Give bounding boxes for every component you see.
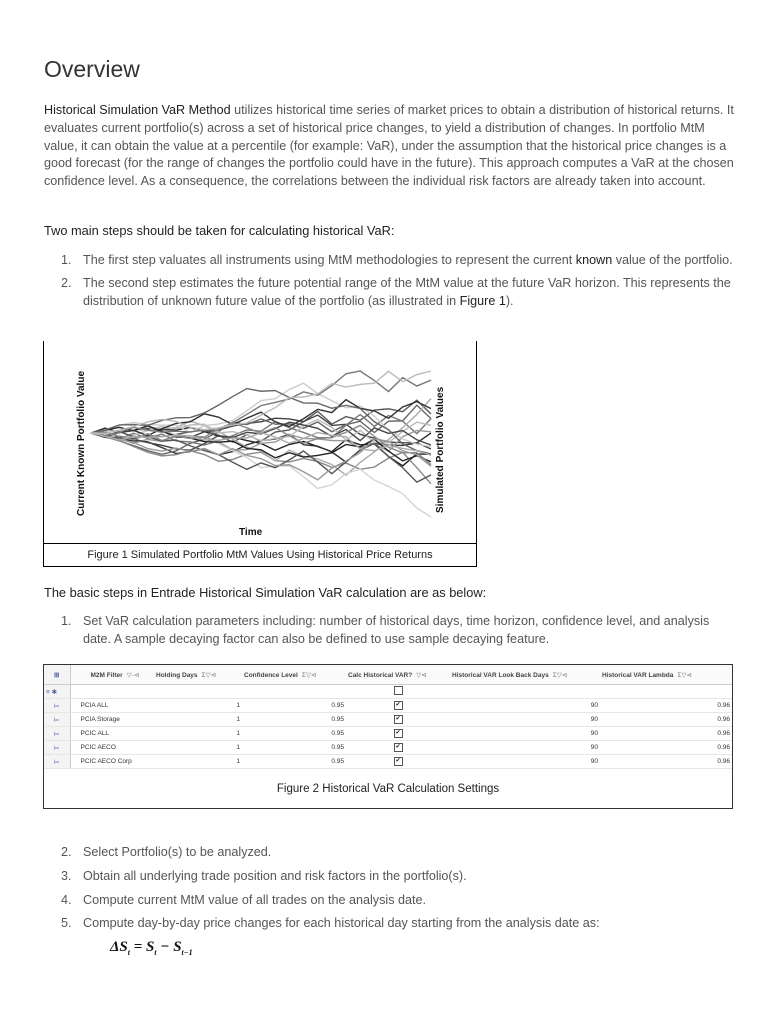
list-item (44, 915, 734, 933)
table-row[interactable] (44, 713, 732, 727)
cell-lambda[interactable]: 0.96 (600, 741, 732, 755)
column-header-lambda[interactable]: Historical VAR Lambda Σ▽⊲ (600, 665, 732, 685)
step-text: The first step valuates all instruments using MtM methodologies to represent the current (83, 253, 576, 267)
x-label: Time (239, 527, 263, 538)
list-number: 2. (61, 275, 72, 290)
step-text-end: ). (505, 293, 514, 308)
step-text: The second step estimates the future potential range of the MtM value at the future VaR horizon. This represents the distribution of unknown future value of the portfolio (as illustrated in (83, 275, 731, 308)
table-row[interactable] (44, 727, 732, 741)
figure-1-caption: Figure 1 Simulated Portfolio MtM Values Using Historical Price Returns (87, 549, 433, 561)
list-item (44, 613, 734, 649)
remaining-steps-list (44, 844, 734, 939)
cell-lambda[interactable]: 0.96 (600, 755, 732, 769)
column-header-confidence-level[interactable]: Confidence Level Σ▽⊲ (242, 665, 346, 685)
figure-2-caption: Figure 2 Historical VaR Calculation Settings (276, 783, 500, 795)
filter-cell[interactable] (346, 685, 450, 699)
cell-filter[interactable]: PCIA Storage (70, 713, 154, 727)
filter-cell[interactable] (70, 685, 154, 699)
cell-lambda[interactable]: 0.96 (600, 727, 732, 741)
cell-filter[interactable]: PCIC ALL (70, 727, 154, 741)
calc-var-checkbox[interactable]: ✔ (395, 702, 401, 708)
cell-confidence[interactable]: 0.95 (242, 727, 346, 741)
cell-filter[interactable]: PCIA ALL (70, 699, 154, 713)
cell-holding-days[interactable]: 1 (154, 727, 242, 741)
step-text-end: value of the portfolio. (612, 253, 733, 267)
row-selector-icon[interactable]: ⊨ (44, 713, 70, 727)
cell-filter[interactable]: PCIC AECO Corp (70, 755, 154, 769)
calc-var-checkbox[interactable]: ✔ (395, 744, 401, 750)
row-selector-icon[interactable]: ⊨ (44, 755, 70, 769)
y-right-label: Simulated Portfolio Values (435, 386, 446, 513)
steps-heading: Two main steps should be taken for calculating historical VaR: (44, 223, 395, 238)
cell-lambda[interactable]: 0.96 (600, 699, 732, 713)
calc-var-checkbox[interactable]: ✔ (395, 758, 401, 764)
list-number: 1. (61, 253, 72, 267)
cell-holding-days[interactable]: 1 (154, 755, 242, 769)
step-text: Compute day-by-day price changes for each historical day starting from the analysis date as: (83, 916, 600, 931)
table-row[interactable] (44, 755, 732, 769)
simulated-path (91, 371, 431, 436)
cell-holding-days[interactable]: 1 (154, 699, 242, 713)
page-title: Overview (44, 56, 140, 82)
main-steps-list (44, 252, 734, 315)
cell-lookback[interactable]: 90 (450, 699, 600, 713)
filter-cell[interactable] (242, 685, 346, 699)
step-emphasis: known (575, 253, 613, 267)
basic-steps-heading: The basic steps in Entrade Historical Simulation VaR calculation are as below: (44, 585, 487, 600)
calc-var-checkbox[interactable]: ✔ (395, 730, 401, 736)
var-settings-grid (44, 665, 732, 769)
filter-checkbox[interactable] (394, 686, 403, 695)
step-text: Obtain all underlying trade position and risk factors in the portfolio(s). (83, 868, 467, 883)
cell-confidence[interactable]: 0.95 (242, 755, 346, 769)
column-header-lookback-days[interactable]: Historical VAR Look Back Days Σ▽⊲ (450, 665, 600, 685)
calc-var-checkbox[interactable]: ✔ (395, 716, 401, 722)
cell-calc-var[interactable] (346, 741, 450, 755)
row-selector-icon[interactable]: ⊨ (44, 741, 70, 755)
filter-cell[interactable] (450, 685, 600, 699)
list-item (44, 844, 734, 862)
list-item (44, 275, 734, 311)
cell-lookback[interactable]: 90 (450, 741, 600, 755)
step-text: Compute current MtM value of all trades on the analysis date. (83, 892, 427, 907)
grid-header-row (44, 665, 732, 685)
y-left-label: Current Known Portfolio Value (76, 370, 87, 516)
row-selector-icon[interactable]: ⊨ (44, 699, 70, 713)
cell-lambda[interactable]: 0.96 (600, 713, 732, 727)
grid-options-icon[interactable]: ⊞ (44, 665, 70, 685)
list-number: 5. (61, 916, 72, 931)
figure-1 (43, 341, 477, 567)
cell-confidence[interactable]: 0.95 (242, 713, 346, 727)
figure-caption-box (43, 543, 477, 567)
filter-row-icon[interactable]: ≡ ✱ (44, 685, 70, 699)
step-text: Select Portfolio(s) to be analyzed. (83, 845, 272, 859)
row-selector-icon[interactable]: ⊨ (44, 727, 70, 741)
table-row[interactable] (44, 741, 732, 755)
step-text: Set VaR calculation parameters including: number of historical days, time horizon, confidence level, and analysis date. A sample decaying factor can also be defined to use sample decaying feature. (83, 614, 710, 646)
figure-1-link[interactable]: Figure 1 (459, 293, 506, 308)
cell-lookback[interactable]: 90 (450, 755, 600, 769)
intro-paragraph (44, 102, 734, 191)
cell-calc-var[interactable] (346, 727, 450, 741)
grid-filter-row (44, 685, 732, 699)
cell-calc-var[interactable] (346, 755, 450, 769)
table-row[interactable] (44, 699, 732, 713)
cell-holding-days[interactable]: 1 (154, 713, 242, 727)
list-number: 4. (61, 892, 72, 907)
cell-calc-var[interactable] (346, 713, 450, 727)
cell-lookback[interactable]: 90 (450, 713, 600, 727)
cell-filter[interactable]: PCIC AECO (70, 741, 154, 755)
filter-cell[interactable] (154, 685, 242, 699)
column-header-holding-days[interactable]: Holding Days Σ▽⊲ (154, 665, 242, 685)
cell-holding-days[interactable]: 1 (154, 741, 242, 755)
list-number: 2. (61, 845, 72, 859)
column-header-calc-historical-var[interactable]: Calc Historical VAR? ▽⊲ (346, 665, 450, 685)
list-number: 3. (61, 868, 72, 883)
price-change-formula: $\Delta S_t = S_t - S_{t-1}$ (110, 939, 193, 957)
intro-bold-term: Historical Simulation VaR Method (44, 103, 231, 117)
list-item (44, 252, 734, 270)
cell-confidence[interactable]: 0.95 (242, 741, 346, 755)
cell-calc-var[interactable] (346, 699, 450, 713)
simulated-paths-chart (43, 341, 477, 543)
intro-text: utilizes historical time series of market prices to obtain a distribution of historical returns. It evaluates current portfolio(s) across a set of historical price changes, to yield a distribution of changes. In portfolio MtM value, it can obtain the value at a percentile (for example: VaR), under the assumption that the historical price changes is a good forecast (for the range of changes the portfolio could have in the future). This approach computes a VaR at the chosen confidence level. As a consequence, the correlations between the individual risk factors are already taken into account. (44, 103, 734, 189)
figure-2 (43, 664, 733, 809)
filter-cell[interactable] (600, 685, 732, 699)
list-item (44, 892, 734, 910)
list-item (44, 868, 734, 886)
cell-lookback[interactable]: 90 (450, 727, 600, 741)
column-header-m2m-filter[interactable]: M2M Filter ▽-⊲ (70, 665, 154, 685)
cell-confidence[interactable]: 0.95 (242, 699, 346, 713)
list-number: 1. (61, 614, 72, 628)
